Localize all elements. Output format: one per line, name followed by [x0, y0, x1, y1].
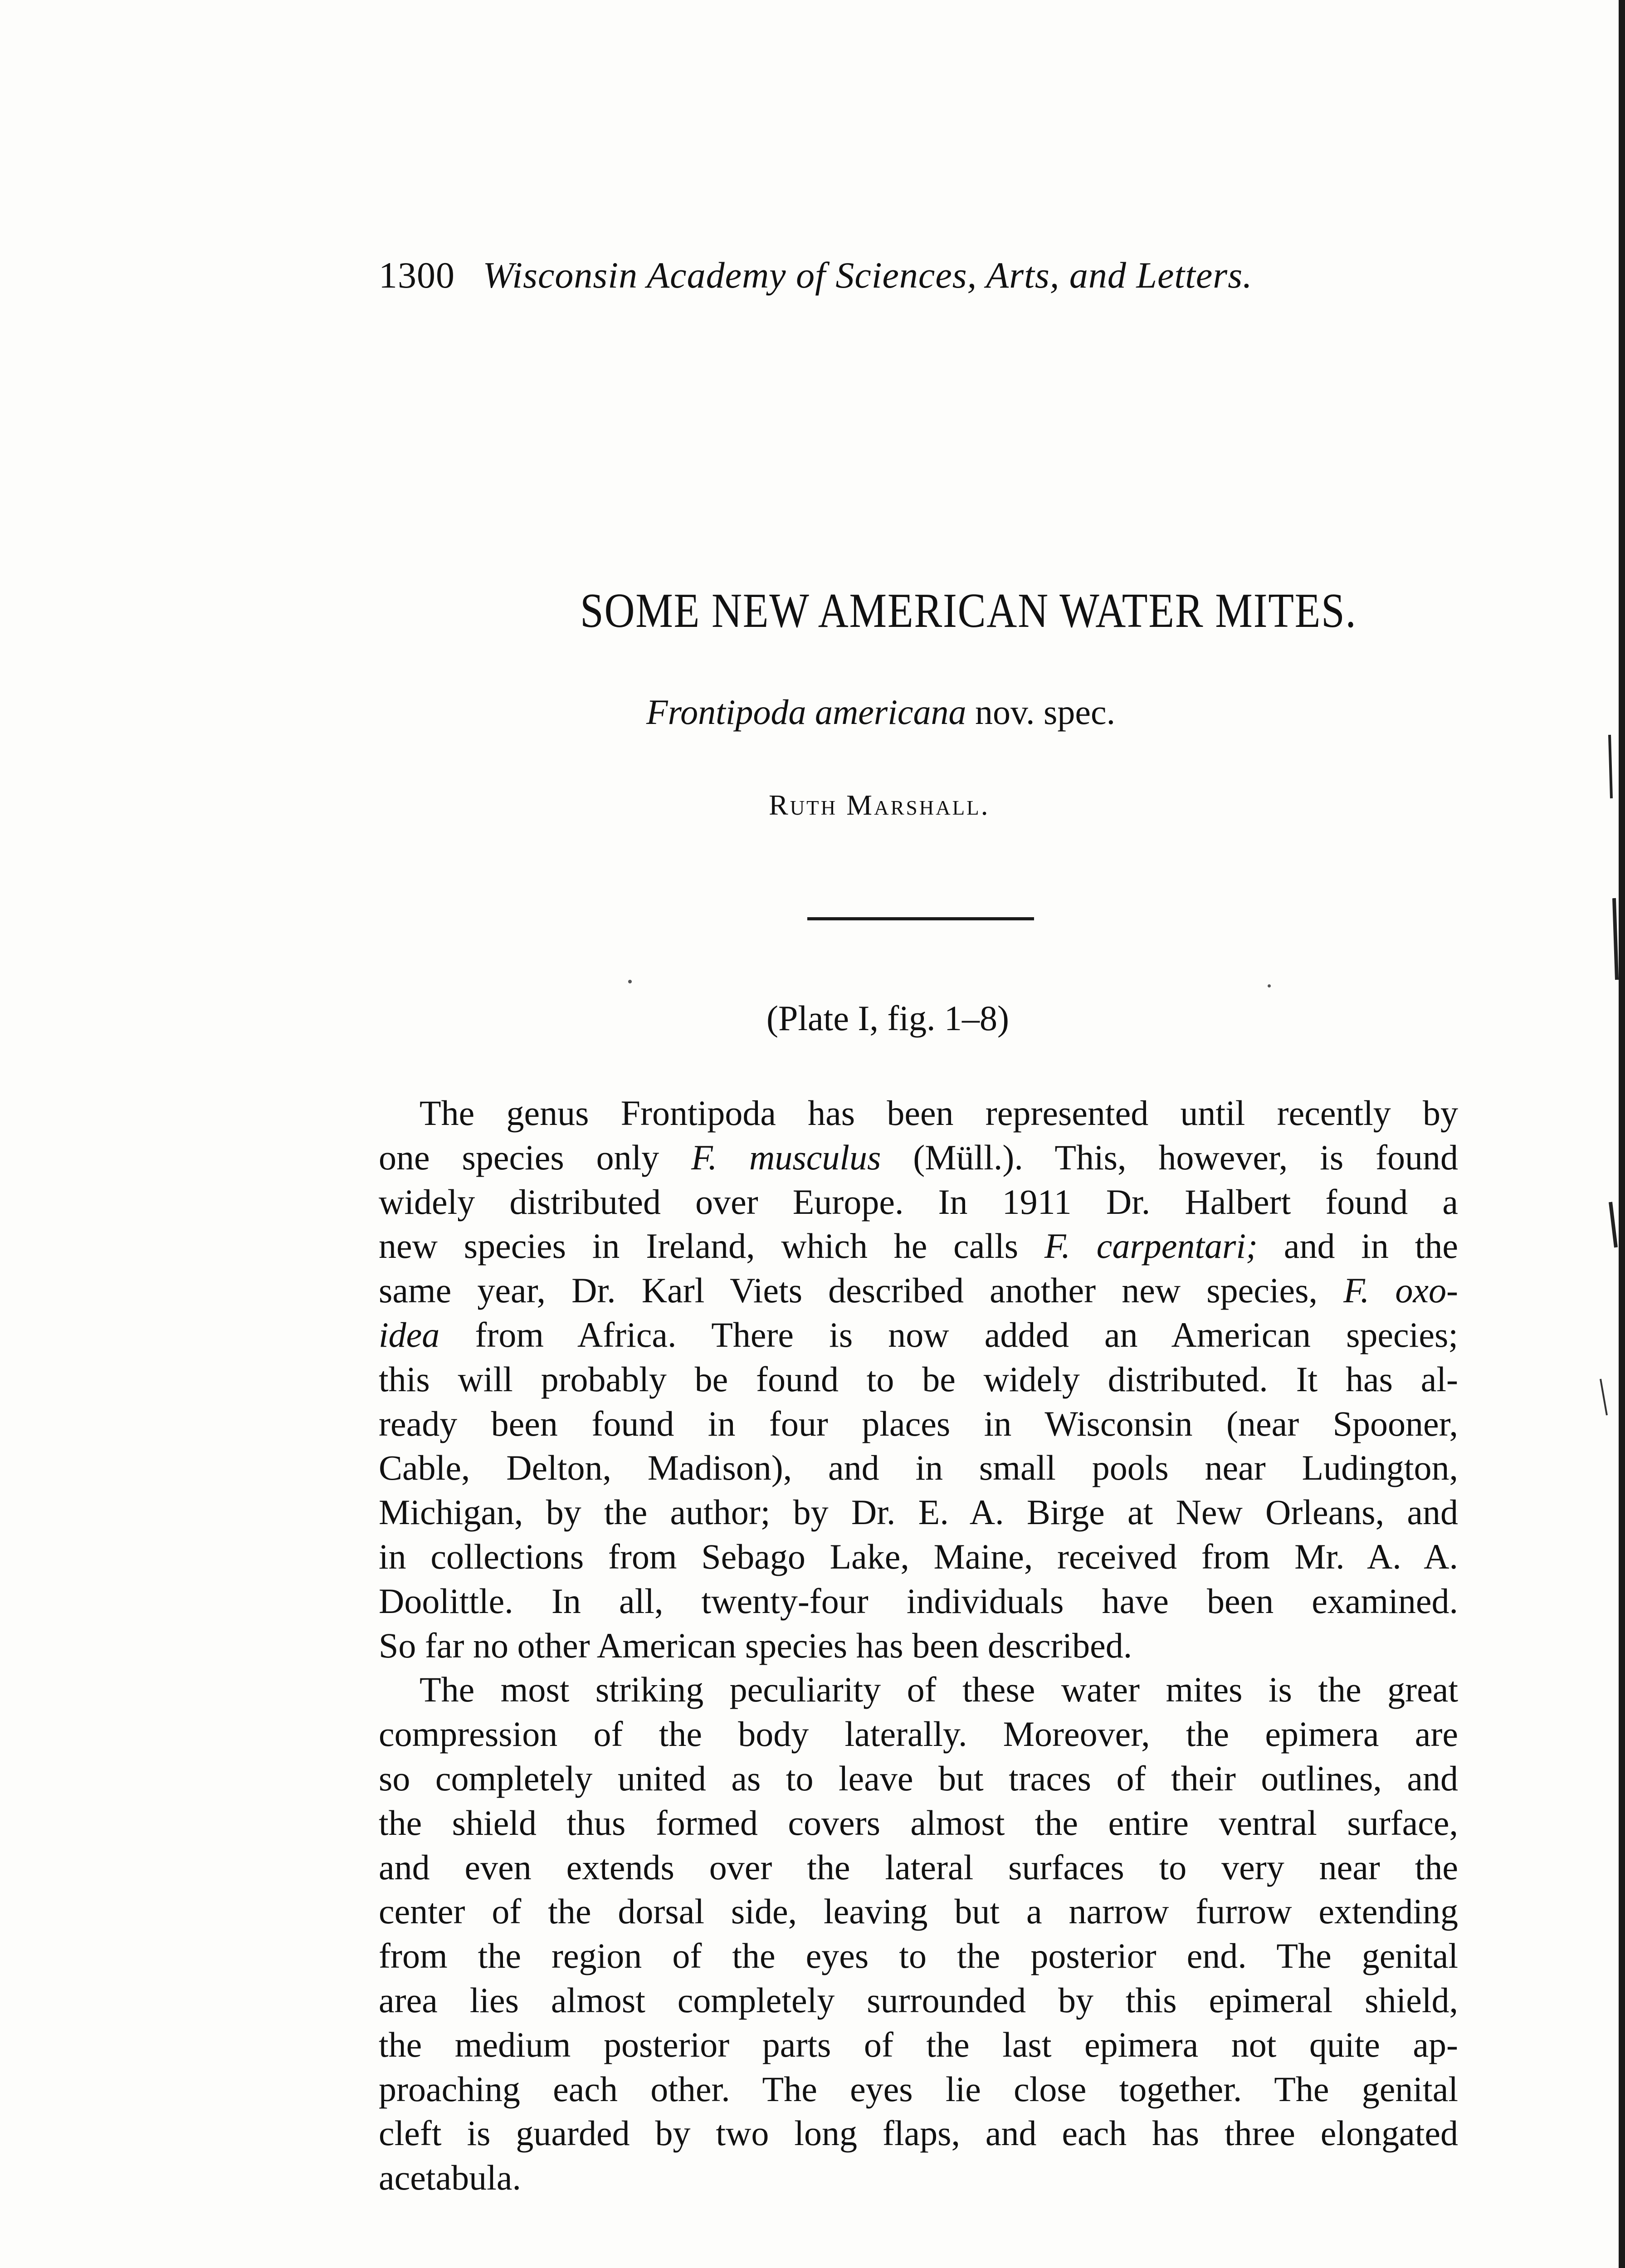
body-line: and even extends over the lateral surfaces to very near the — [379, 1847, 1458, 1887]
plate-reference: (Plate I, fig. 1–8) — [766, 998, 1010, 1038]
body-line: The most striking peculiarity of these water mites is the great — [420, 1670, 1458, 1710]
body-line: cleft is guarded by two long flaps, and each has three elongated — [379, 2113, 1458, 2153]
body-line: this will probably be found to be widely distributed. It has al- — [379, 1359, 1458, 1399]
body-line: center of the dorsal side, leaving but a narrow furrow extending — [379, 1892, 1458, 1931]
author-name: Ruth Marshall. — [769, 789, 990, 821]
body-line: new species in Ireland, which he calls F. carpentari; and in the — [379, 1226, 1459, 1266]
body-line: widely distributed over Europe. In 1911 Dr. Halbert found a — [379, 1182, 1458, 1222]
scan-speck — [628, 980, 632, 983]
body-line: So far no other American species has been described. — [379, 1625, 1132, 1665]
body-line: area lies almost completely surrounded by this epimeral shield, — [379, 1980, 1458, 2020]
article-title: SOME NEW AMERICAN WATER MITES. — [580, 584, 1357, 638]
article-body — [379, 1091, 1458, 2200]
body-line: proaching each other. The eyes lie close together. The genital — [379, 2069, 1458, 2109]
body-line: same year, Dr. Karl Viets described another new species, F. oxo- — [379, 1271, 1458, 1310]
scan-speck — [1268, 984, 1271, 987]
page-number: 1300 — [379, 254, 455, 296]
article-subtitle — [646, 692, 1115, 733]
body-line: the medium posterior parts of the last epimera not quite ap- — [379, 2024, 1458, 2064]
journal-title: Wisconsin Academy of Sciences, Arts, and Letters. — [483, 254, 1253, 296]
body-line: idea from Africa. There is now added an American species; — [379, 1315, 1458, 1354]
body-line: acetabula. — [379, 2158, 521, 2198]
species-name: Frontipoda americana — [646, 692, 966, 732]
body-line: the shield thus formed covers almost the entire ventral surface, — [379, 1803, 1458, 1843]
body-line: compression of the body laterally. Moreover, the epimera are — [379, 1714, 1458, 1754]
body-line: The genus Frontipoda has been represented until recently by — [420, 1093, 1458, 1133]
body-line: Michigan, by the author; by Dr. E. A. Birge at New Orleans, and — [379, 1492, 1458, 1532]
scan-edge-marks — [1591, 726, 1619, 1497]
body-line: one species only F. musculus (Müll.). This, however, is found — [379, 1137, 1459, 1177]
title-divider — [807, 917, 1034, 920]
article-title-wrap — [141, 583, 1538, 639]
species-note: nov. spec. — [966, 692, 1116, 732]
running-header — [379, 254, 1253, 297]
scan-edge-shadow — [1619, 0, 1625, 2268]
body-line: from the region of the eyes to the posterior end. The genital — [379, 1936, 1458, 1976]
body-line: ready been found in four places in Wisconsin (near Spooner, — [379, 1403, 1458, 1443]
body-line: so completely united as to leave but traces of their outlines, and — [379, 1758, 1458, 1798]
body-line: in collections from Sebago Lake, Maine, received from Mr. A. A. — [379, 1536, 1458, 1576]
body-line: Cable, Delton, Madison), and in small pools near Ludington, — [379, 1448, 1458, 1488]
body-line: Doolittle. In all, twenty-four individuals have been examined. — [379, 1581, 1458, 1621]
